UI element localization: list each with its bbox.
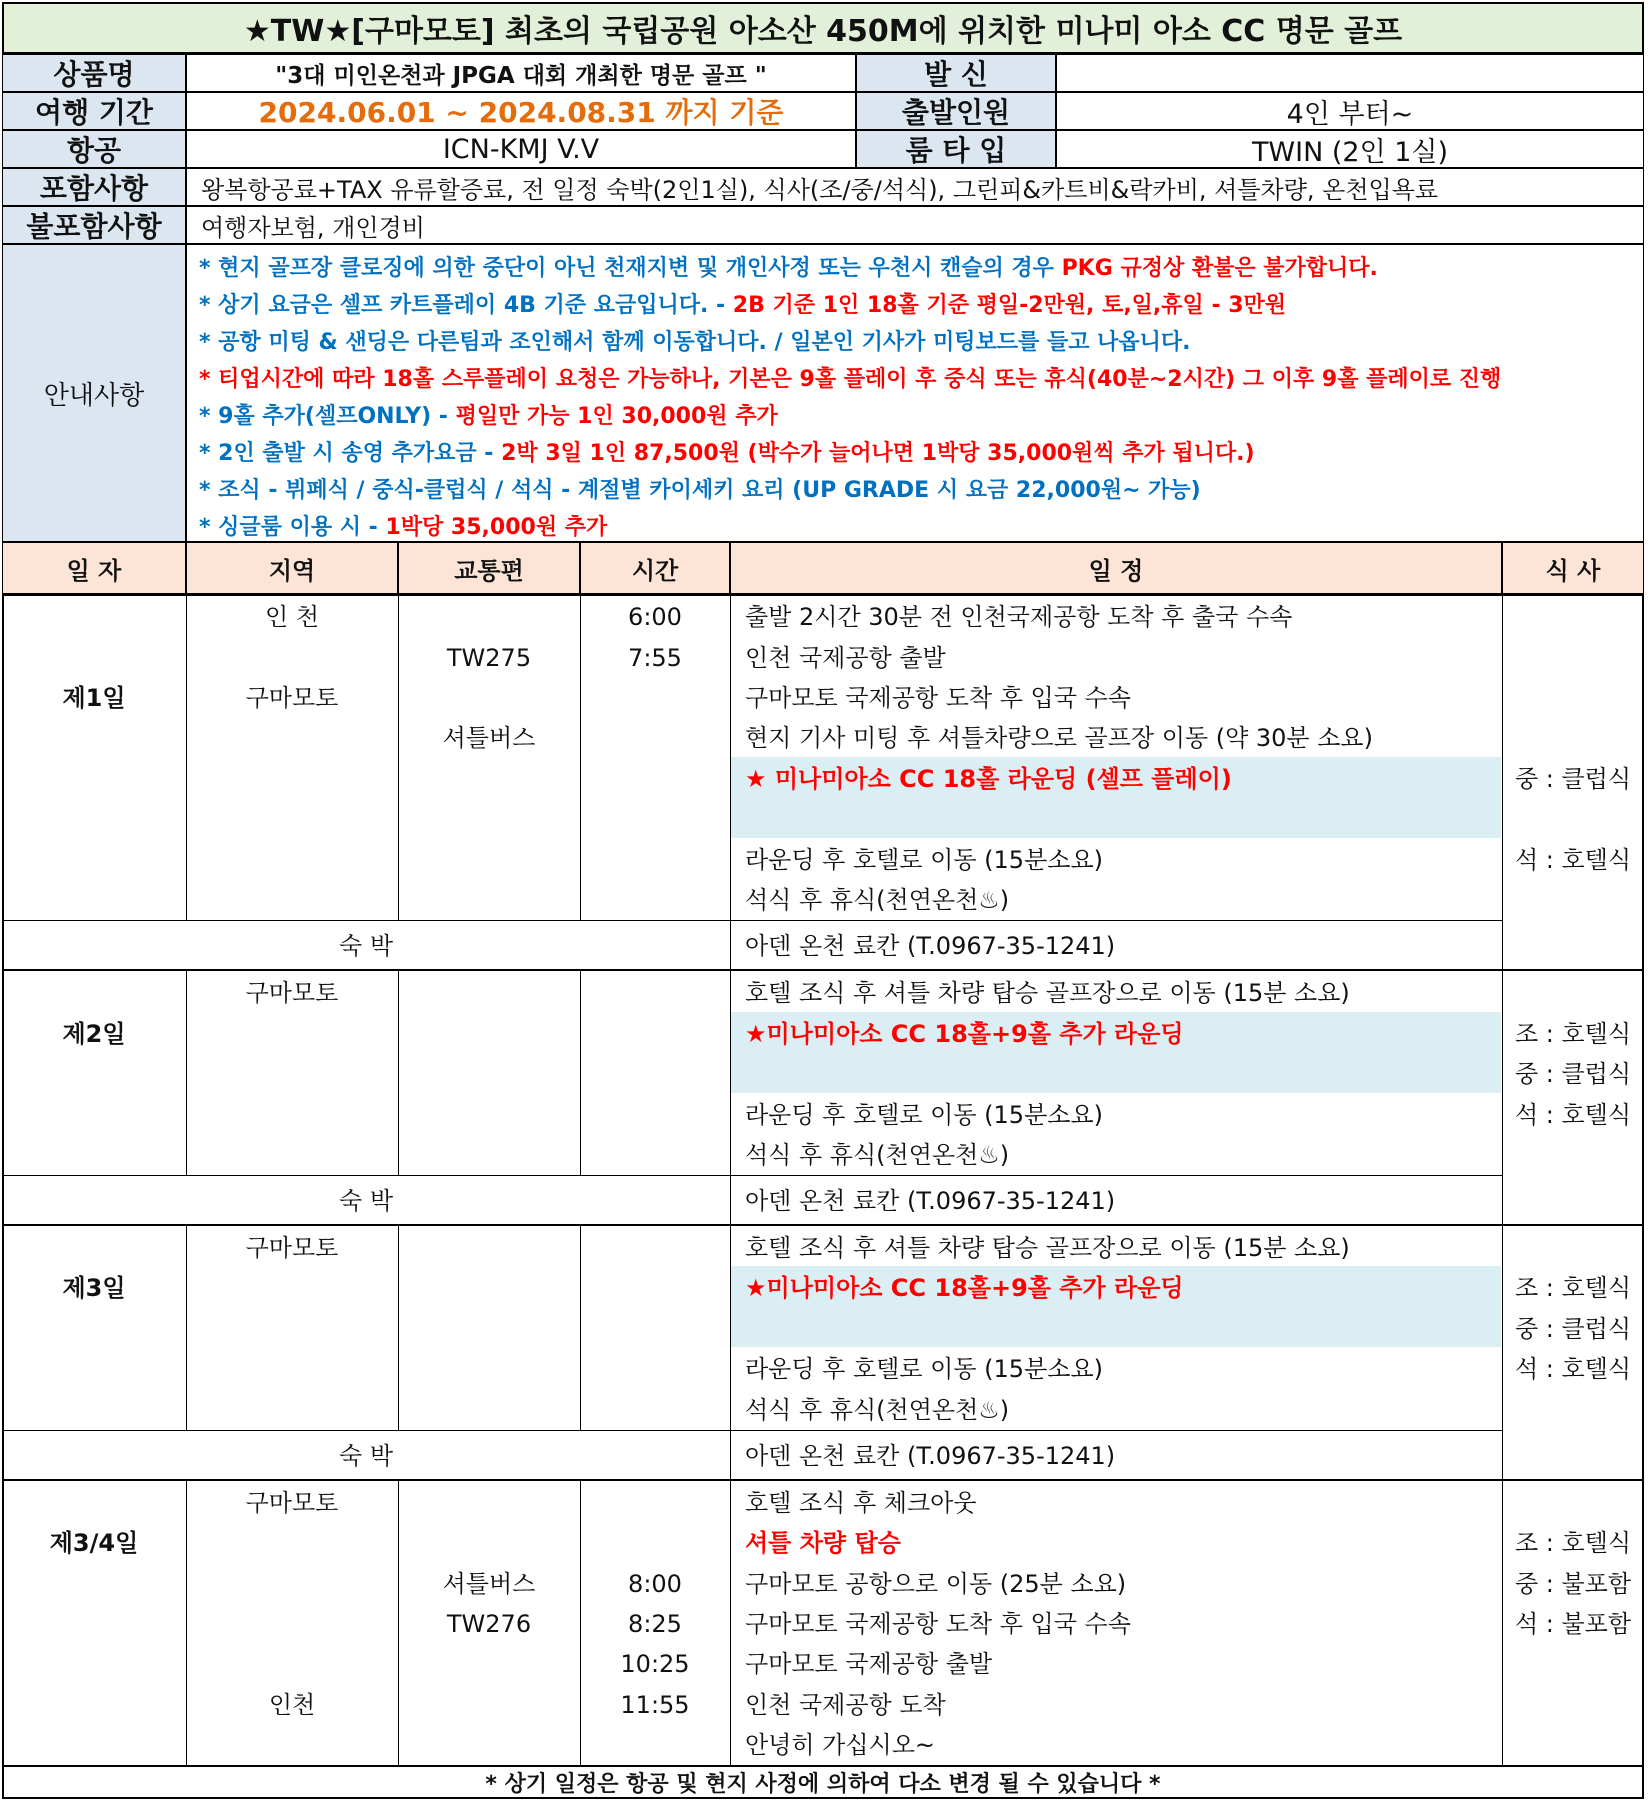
grid-line (2, 1224, 1644, 1226)
meal-text: 중 : 클럽식 (1514, 1060, 1632, 1088)
grid-line (2, 1479, 1644, 1481)
schedule-item: 인천 국제공항 출발 (745, 644, 946, 672)
stay-label: 숙 박 (339, 1187, 393, 1215)
note-highlight: 평일만 가능 1인 30,000원 추가 (455, 404, 778, 429)
grid-line (2, 969, 1644, 971)
day-label: 제2일 (62, 1020, 126, 1048)
meal-text: 중 : 클럽식 (1514, 765, 1632, 793)
region-text: 구마모토 (245, 979, 339, 1007)
sender-label: 발 신 (856, 54, 1056, 92)
header-time: 시간 (580, 542, 730, 594)
meal-text: 조 : 호텔식 (1514, 1274, 1632, 1302)
note-line (199, 473, 1201, 504)
schedule-item: 석식 후 휴식(천연온천♨) (745, 886, 1010, 914)
air-value: ICN-KMJ V.V (186, 130, 856, 168)
day-label: 제1일 (62, 684, 126, 712)
schedule-item: 구마모토 국제공항 도착 후 입국 수속 (745, 1610, 1131, 1638)
meal-text: 석 : 호텔식 (1514, 846, 1632, 874)
grid-line (2, 1430, 1502, 1431)
grid-line (580, 971, 581, 1175)
stay-label: 숙 박 (339, 932, 393, 960)
meal-text: 중 : 클럽식 (1514, 1315, 1632, 1343)
golf-round-highlight: ★미나미아소 CC 18홀+9홀 추가 라운딩 (745, 1020, 1184, 1048)
grid-line (2, 594, 1644, 596)
header-schedule: 일 정 (730, 542, 1502, 594)
schedule-item: 석식 후 휴식(천연온천♨) (745, 1141, 1010, 1169)
region-text: 인천 (268, 1691, 316, 1719)
note-line (199, 510, 607, 541)
grid-line (398, 971, 399, 1175)
period-value: 2024.06.01 ~ 2024.08.31 까지 기준 (186, 92, 856, 130)
product-value: "3대 미인온천과 JPGA 대회 개최한 명문 골프 " (186, 54, 856, 92)
excluded-value: 여행자보험, 개인경비 (186, 206, 1644, 244)
golf-round-highlight: ★미나미아소 CC 18홀+9홀 추가 라운딩 (745, 1274, 1184, 1302)
grid-line (580, 1226, 581, 1430)
stay-value: 아덴 온천 료칸 (T.0967-35-1241) (745, 1187, 1116, 1215)
day-label: 제3/4일 (49, 1529, 139, 1557)
time-text: 8:25 (628, 1610, 682, 1638)
note-line (199, 251, 1378, 282)
note-line (199, 362, 1501, 393)
schedule-item: 구마모토 공항으로 이동 (25분 소요) (745, 1570, 1127, 1598)
grid-line (398, 1226, 399, 1430)
note-highlight: * 티업시간에 따라 18홀 스루플레이 요청은 가능하나, 기본은 9홀 플레이 후 중식 또는 휴식(40분~2시간) 그 이후 9홀 플레이로 진행 (199, 367, 1502, 392)
schedule-item: 호텔 조식 후 체크아웃 (745, 1489, 977, 1517)
meal-text: 석 : 호텔식 (1514, 1101, 1632, 1129)
product-label: 상품명 (2, 54, 186, 92)
itinerary-sheet (2, 2, 1644, 1799)
region-text: 인 천 (265, 603, 319, 631)
transport-text: TW276 (446, 1610, 532, 1638)
meal-text: 조 : 호텔식 (1514, 1020, 1632, 1048)
notes-box (186, 244, 1644, 542)
schedule-item: 호텔 조식 후 셔틀 차량 탑승 골프장으로 이동 (15분 소요) (745, 979, 1350, 1007)
region-text: 구마모토 (245, 684, 339, 712)
note-text: * 조식 - 뷔페식 / 중식-클럽식 / 석식 - 계절별 카이세키 요리 (UP GRADE 시 요금 22,000원~ 가능) (199, 478, 1201, 503)
period-label: 여행 기간 (2, 92, 186, 130)
schedule-item: 인천 국제공항 도착 (745, 1691, 946, 1719)
grid-line (186, 594, 187, 920)
note-text: * 9홀 추가(셀프ONLY) - (199, 404, 456, 429)
time-text: 10:25 (620, 1650, 690, 1678)
transport-text: TW275 (446, 644, 532, 672)
included-label: 포함사항 (2, 168, 186, 206)
grid-line (2, 1175, 1502, 1176)
schedule-item: 석식 후 휴식(천연온천♨) (745, 1396, 1010, 1424)
time-text: 7:55 (628, 644, 682, 672)
note-highlight: 1박당 35,000원 추가 (385, 515, 608, 540)
schedule-item: 안녕히 가십시오~ (745, 1731, 936, 1759)
grid-line (2, 920, 1502, 921)
note-text: * 상기 요금은 셀프 카트플레이 4B 기준 요금입니다. - (199, 293, 733, 318)
note-line (199, 325, 1191, 356)
included-value: 왕복항공료+TAX 유류할증료, 전 일정 숙박(2인1실), 식사(조/중/석식), 그린피&카트비&락카비, 셔틀차량, 온천입욕료 (186, 168, 1644, 206)
note-highlight: PKG 규정상 환불은 불가합니다. (1061, 256, 1378, 281)
note-line (199, 399, 778, 430)
document-title: ★TW★[구마모토] 최초의 국립공원 아소산 450M에 위치한 미나미 아소 CC 명문 골프 (2, 2, 1644, 54)
header-region: 지역 (186, 542, 398, 594)
stay-label: 숙 박 (339, 1442, 393, 1470)
schedule-item: 출발 2시간 30분 전 인천국제공항 도착 후 출국 수속 (745, 603, 1293, 631)
note-highlight: 2B 기준 1인 18홀 기준 평일-2만원, 토,일,휴일 - 3만원 (732, 293, 1287, 318)
excluded-label: 불포함사항 (2, 206, 186, 244)
meal-text: 석 : 호텔식 (1514, 1355, 1632, 1383)
grid-line (2, 594, 4, 1765)
region-text: 구마모토 (245, 1234, 339, 1262)
note-line (199, 288, 1286, 319)
schedule-item: 라운딩 후 호텔로 이동 (15분소요) (745, 846, 1103, 874)
header-meal: 식 사 (1502, 542, 1644, 594)
schedule-item: 구마모토 국제공항 출발 (745, 1650, 993, 1678)
meal-text: 중 : 불포함 (1514, 1570, 1632, 1598)
footer-note: * 상기 일정은 항공 및 현지 사정에 의하여 다소 변경 될 수 있습니다 * (2, 1765, 1644, 1799)
departure-value: 4인 부터~ (1056, 92, 1644, 130)
notes-label: 안내사항 (2, 244, 186, 542)
note-text: * 공항 미팅 & 샌딩은 다른팀과 조인해서 함께 이동합니다. / 일본인 기사가 미팅보드를 들고 나옵니다. (199, 330, 1191, 355)
meal-text: 석 : 불포함 (1514, 1610, 1632, 1638)
note-highlight: 2박 3일 1인 87,500원 (박수가 늘어나면 1박당 35,000원씩 추가 됩니다.) (501, 441, 1255, 466)
stay-value: 아덴 온천 료칸 (T.0967-35-1241) (745, 932, 1116, 960)
schedule-item: 구마모토 국제공항 도착 후 입국 수속 (745, 684, 1131, 712)
departure-label: 출발인원 (856, 92, 1056, 130)
schedule-item: 라운딩 후 호텔로 이동 (15분소요) (745, 1101, 1103, 1129)
transport-text: 셔틀버스 (442, 1570, 536, 1598)
day-label: 제3일 (62, 1274, 126, 1302)
meal-text: 조 : 호텔식 (1514, 1529, 1632, 1557)
note-text: * 현지 골프장 클로징에 의한 중단이 아닌 천재지변 및 개인사정 또는 우천시 캔슬의 경우 (199, 256, 1062, 281)
schedule-item: 호텔 조식 후 셔틀 차량 탑승 골프장으로 이동 (15분 소요) (745, 1234, 1350, 1262)
transport-text: 셔틀버스 (442, 724, 536, 752)
region-text: 구마모토 (245, 1489, 339, 1517)
room-label: 룸 타 입 (856, 130, 1056, 168)
note-line (199, 436, 1255, 467)
room-value: TWIN (2인 1실) (1056, 130, 1644, 168)
grid-line (730, 594, 731, 1765)
note-text: * 2인 출발 시 송영 추가요금 - (199, 441, 502, 466)
schedule-item: 라운딩 후 호텔로 이동 (15분소요) (745, 1355, 1103, 1383)
stay-value: 아덴 온천 료칸 (T.0967-35-1241) (745, 1442, 1116, 1470)
time-text: 8:00 (628, 1570, 682, 1598)
air-label: 항공 (2, 130, 186, 168)
time-text: 11:55 (620, 1691, 690, 1719)
time-text: 6:00 (628, 603, 682, 631)
shuttle-highlight: 셔틀 차량 탑승 (745, 1529, 901, 1557)
note-text: * 싱글룸 이용 시 - (199, 515, 386, 540)
header-transport: 교통편 (398, 542, 580, 594)
golf-round-highlight: ★ 미나미아소 CC 18홀 라운딩 (셀프 플레이) (745, 765, 1232, 793)
header-date: 일 자 (2, 542, 186, 594)
schedule-item: 현지 기사 미팅 후 셔틀차량으로 골프장 이동 (약 30분 소요) (745, 724, 1373, 752)
sender-value (1056, 54, 1644, 92)
